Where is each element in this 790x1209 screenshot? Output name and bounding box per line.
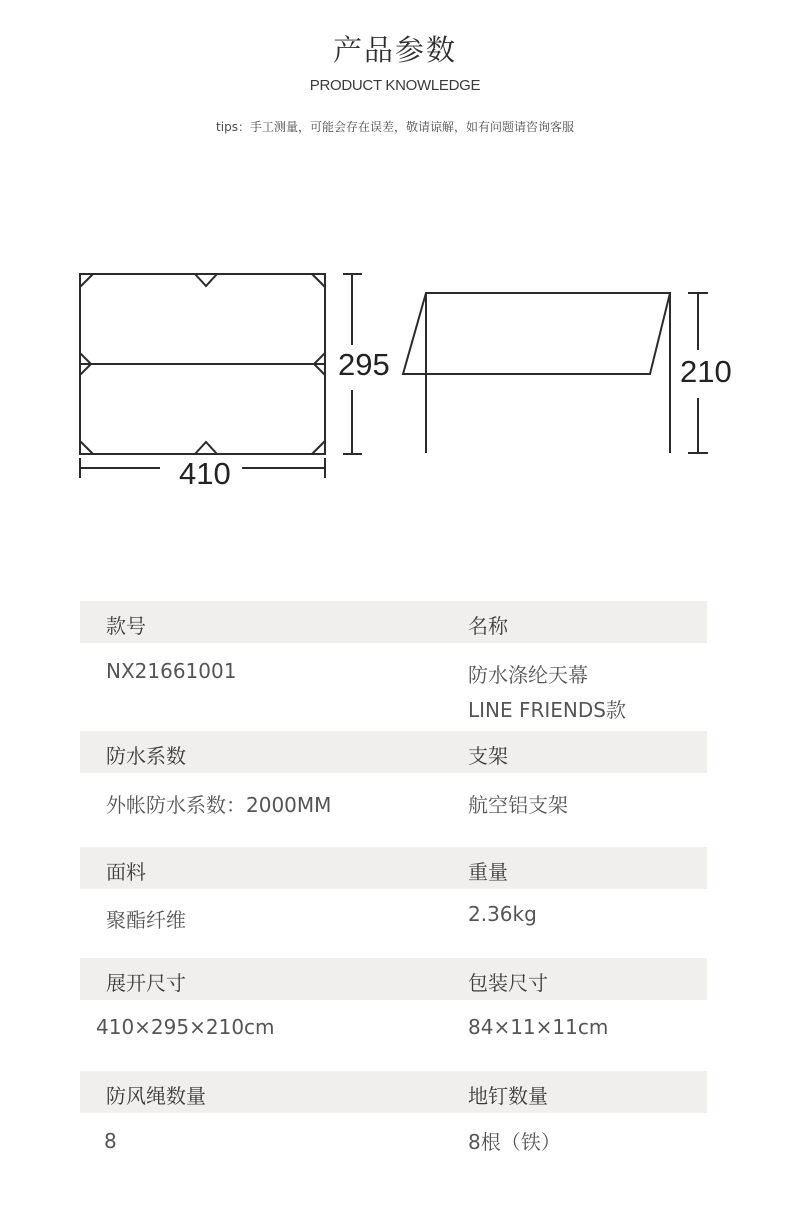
spec-label-fabric: 面料 (106, 860, 146, 884)
spec-value-pack-size: 84×11×11cm (468, 1015, 609, 1039)
tips-note: tips：手工测量，可能会存在误差，敬请谅解，如有问题请咨询客服 (216, 120, 574, 134)
spec-label-weight: 重量 (468, 860, 508, 884)
spec-header-band (80, 847, 707, 889)
tarp-side-view (403, 293, 670, 374)
spec-value-fabric: 聚酯纤维 (106, 908, 186, 932)
spec-value-guylines: 8 (104, 1129, 117, 1153)
spec-header-band (80, 601, 707, 643)
spec-value-open-size: 410×295×210cm (96, 1015, 275, 1039)
height-label: 295 (338, 347, 390, 382)
spec-label-open-size: 展开尺寸 (106, 971, 186, 995)
spec-value-model: NX21661001 (106, 659, 237, 683)
dimension-diagram (0, 0, 790, 560)
spec-label-guylines: 防风绳数量 (106, 1084, 206, 1108)
width-label: 410 (179, 456, 231, 491)
spec-label-stakes: 地钉数量 (468, 1084, 548, 1108)
spec-label-name: 名称 (468, 614, 508, 638)
side-height-label: 210 (680, 354, 732, 389)
spec-label-waterproof: 防水系数 (106, 744, 186, 768)
spec-label-frame: 支架 (468, 744, 508, 768)
spec-value-stakes: 8根（铁） (468, 1130, 561, 1154)
spec-label-pack-size: 包装尺寸 (468, 971, 548, 995)
spec-label-model: 款号 (106, 614, 146, 638)
spec-value-name-line1: 防水涤纶天幕 (468, 663, 588, 687)
page-subtitle: PRODUCT KNOWLEDGE (309, 77, 481, 94)
page-title: 产品参数 (332, 33, 457, 67)
spec-value-frame: 航空铝支架 (468, 793, 568, 817)
spec-value-waterproof: 外帐防水系数：2000MM (106, 793, 332, 817)
spec-value-name-line2: LINE FRIENDS款 (468, 698, 626, 722)
spec-value-weight: 2.36kg (468, 902, 537, 926)
